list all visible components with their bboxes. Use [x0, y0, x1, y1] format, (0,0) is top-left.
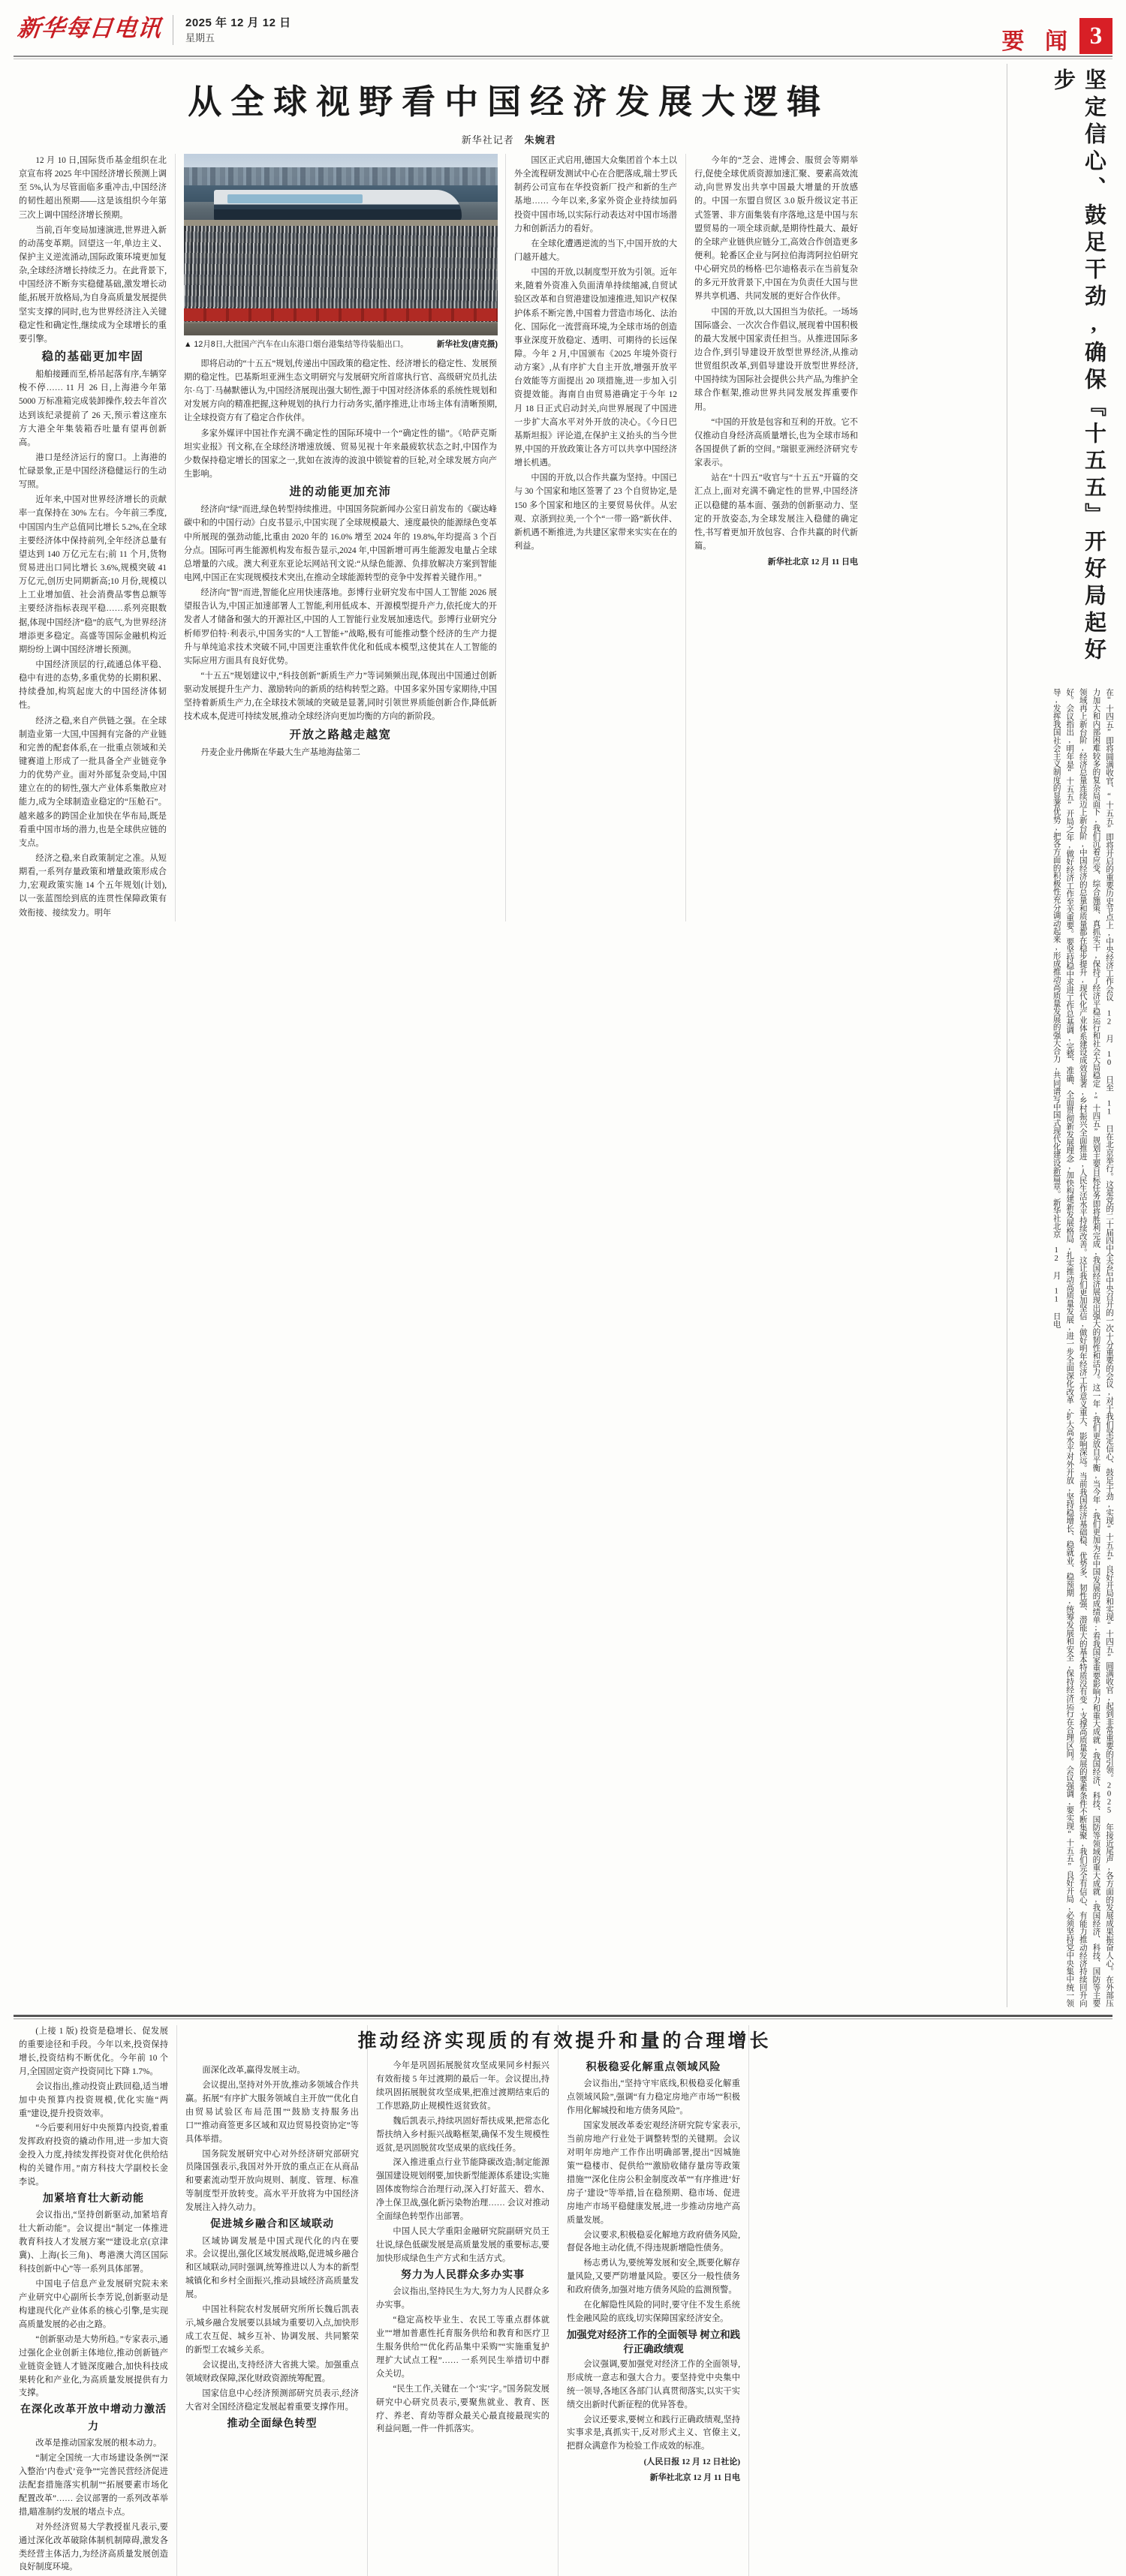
paragraph: 中国的开放,以合作共赢为坚持。中国已与 30 个国家和地区签署了 23 个自贸协定,是 150 多个国家和地区的主要贸易伙伴。从宏观、京浙到拉美,一个个“一带一路”新伙伴、新机遇不断推进,为共建区家带来实实在在的利益。: [514, 473, 677, 551]
paragraph: 国家发展改革委宏观经济研究院专家表示,当前房地产行业处于调整转型的关键期。会议对明年房地产工作作出明确部署,提出“因城施策”“稳楼市、促供给”“激励收储存量房等政策措施”“深化住房公积金制度改革”“有序推进‘好房子’建设”等举措,旨在稳预期、稳市场、促进房地产市场平稳健康发展,进一步推动房地产高质量发展。: [567, 2121, 740, 2225]
paragraph: 近年来,中国对世界经济增长的贡献率一直保持在 30% 左右。今年前三季度,中国国内生产总值同比增长 5.2%,在全球主要经济体中保持前列,全年经济总量有望达到 140 万亿元左右;前 11 个月,货物贸易进出口同比增长 3.6%,规模突破 41 万亿元,创历史同期新高;10 月份,规模以上工业增加值、社会消费品零售总额等主要经济指标表现平稳……系列亮眼数据,体现中国经济“稳”的底气,为世界经济增添更多稳定。高盛等国际金融机构近期纷纷上调中国经济增长预测。: [19, 495, 167, 654]
photo-red-train: [184, 308, 498, 321]
paragraph: 深入推进重点行业节能降碳改造;制定能源强国建设规划纲要,加快新型能源体系建设;实施固体废物综合治理行动,深入打好蓝天、碧水、净土保卫战,强化新污染物治理…… 会议对推动全面绿色转型作出部署。: [376, 2158, 549, 2222]
paragraph: 会议指出,推动投资止跌回稳,适当增加中央预算内投资规模,优化实施“两重”建设,提升投资效率。: [19, 2082, 168, 2118]
lower-subheading-a: 加紧培育壮大新动能: [43, 2193, 144, 2205]
paragraph: 12 月 10 日,国际货币基金组织在北京宣布将 2025 年中国经济增长预测上调至 5%,认为尽管面临多重冲击,中国经济的韧性超出预期——这是该组织今年第三次上调中国经济增长预期。: [19, 156, 167, 220]
lower-footer-credit: (人民日报 12 月 12 日社论): [643, 2457, 740, 2467]
paragraph: 经济向“绿”而进,绿色转型持续推进。中国国务院新闻办公室日前发布的《碳达峰碳中和的中国行动》白皮书显示,中国实现了全球规模最大、速度最快的能源绿色变革中所展现的强劲动能,比重由 2020 年的 16.0% 增至 2024 年的 19.8%,年均提高 3 个百分点。国际可再生能源机构发布报告显示,2024 年,中国新增可再生能源发电量占全球总增量的六成。澳大利亚东亚论坛网站刊文说:“从绿色能源、负排放解决方案到智能电网,中国正在实现规模技术突出,在推动全球能源转型的竞争中发挥着关键作用。”: [184, 505, 497, 582]
subheading-2: 进的动能更加充沛: [289, 485, 392, 499]
paragraph: “稳定高校毕业生、农民工等重点群体就业”“增加普惠性托育服务供给和教育和医疗卫生服务供给”“优化药品集中采购”“实施重复护理扩大试点工程”…… 一系列民生举措切中群众关切。: [376, 2316, 549, 2379]
article-column-4: [686, 154, 866, 921]
paragraph: 会议指出,“坚持创新驱动,加紧培育壮大新动能”。会议提出“制定一体推进教育科技人才发展方案”“建设北京(京津冀)、上海(长三角)、粤港澳大湾区国际科技创新中心”等一系列具体部署。: [19, 2211, 168, 2274]
byline-prefix: 新华社记者: [461, 134, 514, 146]
paragraph: 中国经济顶层的行,疏通总体平稳、稳中有进的态势,多重优势的长期积累、持续叠加,构筑起庞大的中国经济体韧性。: [19, 660, 167, 711]
lower-subheading-f: 积极稳妥化解重点领域风险: [586, 2062, 721, 2073]
paragraph: “创新驱动是大势所趋。”专家表示,通过强化企业创新主体地位,推动创新链产业链资金链人才链深度融合,加快科技成果转化和产业化,为高质量发展提供有力支撑。: [19, 2334, 168, 2398]
paragraph: 经济向“智”而进,智能化应用快速落地。彭博行业研究发布中国人工智能 2026 展望报告认为,中国正加速部署人工智能,利用低成本、开源模型提升产力,依托庞大的开发者人才储备和强大的开源社区,中国的人工智能行业发展加速迭代。彭博行业研究分析师罗伯特·利表示,中国务实的“人工智能+”战略,极有可能推动整个经济的生产力提升与单纯追求技术突破不同,中国更注重软件优化和低成本模型,这使其在人工智能的实际应用方面具有良好优势。: [184, 588, 497, 666]
page-number-badge: 3: [1079, 18, 1112, 54]
subheading-3: 开放之路越走越宽: [289, 728, 392, 741]
publication-date: 2025 年 12 月 12 日: [185, 17, 291, 29]
paragraph: 中国的开放,以制度型开放为引领。近年来,随着外资准入负面清单持续缩减,自贸试验区改革和自贸港建设加速推进,知识产权保护体系不断完善,中国着力营造市场化、法治化、国际化一流营商环境,为全球市场的创造事业深度开放稳定、透明、可期待的长远保障。今年 2 月,中国颁布《2025 年境外资行动方案》,从有序扩大自主开放,增强开放平台效能等方面提出 20 项措施,进一步加入引资提效能。海南自由贸易港确定于今年 12 月 18 日正式启动封关,向世界展现了中国进一步扩大高水平对外开放的决心。《今日巴基斯坦报》评论道,在保护主义抬头的当今世界,中国的开放政策让各方可以共享中国经济增长机遇。: [514, 268, 677, 468]
caption-text: ▲ 12月8日,大批国产汽车在山东港口烟台港集结等待装船出口。: [184, 340, 408, 349]
paragraph: 当前,百年变局加速演进,世界进入新的动荡变革期。回望这一年,单边主义、保护主义逆流涌动,国际政策环境更加复杂,全球经济增长持续乏力。在此背景下,中国经济不断夯实稳健基础,激发增长动能,拓展开放格局,为自身高质量发展提供坚实支撑的同时,也为世界经济注入关键稳定性和确定性,继续成为全球增长的重要引擎。: [19, 225, 167, 344]
paragraph: 会议指出,坚持民生为大,努力为人民群众多办实事。: [376, 2287, 549, 2310]
lower-column-3: [368, 2025, 558, 2576]
paragraph: 会议指出,明年是“十五五”开局之年,做好经济工作至关重要。要坚持稳中求进工作总基调,完整、准确、全面贯彻新发展理念,加快构建新发展格局,扎实推动高质量发展,进一步全面深化改革,扩大高水平对外开放,坚持稳增长、稳就业、稳预期,统筹发展和安全,保持经济运行在合理区间。: [1065, 704, 1074, 1766]
paragraph: 会议要求,积极稳妥化解地方政府债务风险,督促各地主动化债,不得违规新增隐性债务。: [567, 2230, 740, 2253]
article-dateline: 新华社北京 12 月 11 日电: [767, 558, 858, 567]
photo-figure: [184, 154, 498, 357]
paragraph: 2025 年接近尾声,各方面的发展成果振奋人心。在外部压力加大和内部困难较多的复杂局面下,我们沉着应变、综合施策、真抓实干,保持了经济平稳运行和社会大局稳定,“十四五”规划主要目标任务即将胜利完成,我国经济展现出强大的韧性和活力。: [1091, 688, 1113, 2007]
byline-author: 朱婉君: [524, 134, 556, 146]
paragraph: (上接 1 版) 投资是稳增长、促发展的重要途径和手段。今年以来,投资保持增长,投资结构不断优化。今年前 10 个月,全国固定资产投资同比下降 1.7%。: [19, 2027, 168, 2076]
paragraph: 会议强调,要加强党对经济工作的全面领导,形成统一意志和强大合力。要坚持党中央集中统一领导,各地区各部门认真贯彻落实,以实干实绩交出新时代新征程的优异答卷。: [567, 2359, 740, 2409]
paragraph: “十五五”规划建议中,“科技创新”新质生产力”等词频频出现,体现出中国通过创新驱动发展提升生产力、激励转向的新质的结构转型之路。中国多家外国专家期待,中国坚持着新质生产力,在全球技术领域的突破是显著,同时引领世界质能创新合作,降低新技术成本,促进可持续发展,推动全球经济向更加均衡的方向的新阶段。: [184, 671, 497, 722]
paragraph: “今后要利用好中央预算内投资,着重发挥政府投资的撬动作用,进一步加大资金投入力度,持续发挥投资对优化供给结构的关键作用。”南方科技大学副校长金李说。: [19, 2124, 168, 2187]
lower-article: [11, 2025, 1115, 2576]
paragraph: 丹麦企业丹佛斯在华最大生产基地海盐第二: [200, 747, 360, 757]
subheading-1: 稳的基础更加牢固: [41, 350, 144, 363]
paragraph: 这让我们更加坚信,做好明年经济工作意义重大、影响深远。当前我国经济基础稳、优势多、韧性强、潜能大的基本特质没有变,支撑高质量发展的要素条件不断集聚,我们完全有信心、有能力推动经济持续回升向好。: [1065, 688, 1087, 2007]
paragraph: 中国社科院农村发展研究所所长魏后凯表示,城乡融合发展要以县域为重要切入点,加快形成工农互促、城乡互补、协调发展、共同繁荣的新型工农城乡关系。: [185, 2305, 359, 2355]
paragraph: 会议强调,要实现“十五五”良好开局,必须坚持党中央集中统一领导,发挥我国社会主义制度的显著优势,把各方面的积极性充分调动起来,形成推动高质量发展的强大合力,共同谱写中国式现代化建设新篇章。: [1052, 688, 1074, 2008]
right-rail-article: [1007, 64, 1115, 2007]
lower-subheading-d: 推动全面绿色转型: [227, 2418, 318, 2430]
lower-subheading-g: 加强党对经济工作的全面领导 树立和践行正确政绩观: [567, 2328, 740, 2355]
rail-body-text: [1042, 687, 1115, 2007]
masthead-date: [173, 8, 291, 46]
paragraph: 中国电子信息产业发展研究院未来产业研究中心副所长李芳说,创新驱动是构建现代化产业体系的核心引擎,是实现高质量发展的必由之路。: [19, 2280, 168, 2329]
lower-subheading-c: 促进城乡融合和区域联动: [210, 2219, 334, 2231]
caption-credit: 新华社发(唐克摄): [436, 340, 498, 349]
paragraph: 站在“十四五”收官与“十五五”开篇的交汇点上,面对充满不确定性的世界,中国经济正以稳健的基本面、强劲的创新驱动力、坚定的开放姿态,为全球发展注入稳健的确定性,书写着更加开放包容、合作共赢的时代新篇。: [694, 473, 858, 551]
lower-footer-dateline: 新华社北京 12 月 11 日电: [649, 2472, 740, 2482]
paragraph: 多家外媒评中国社作充满不确定性的国际环境中一个“确定性的锚”。《哈萨克斯坦实业报》刊文称,在全球经济增速放缓、贸易见视十年来最疲软状态之时,中国作为少数保持稳定增长的国家之一,犹如在波涛的波浪中锁锭着的巨轮,对全球发展方向产生影响。: [184, 428, 497, 479]
paragraph: 魏后凯表示,持续巩固好帮扶成果,把常态化帮扶纳入乡村振兴战略框架,确保不发生规模性返贫,是巩固脱贫攻坚成果的底线任务。: [376, 2116, 549, 2153]
paragraph: “民生工作,关键在一个‘实’字。”国务院发展研究中心研究员表示,要聚焦就业、教育、医疗、养老、育幼等群众最关心最直接最现实的利益问题,一件一件抓落实。: [376, 2384, 549, 2434]
section-divider: [14, 2015, 1112, 2017]
article-column-3: [506, 154, 686, 921]
paragraph: 即将启动的“十五五”规划,传递出中国政策的稳定性、经济增长的稳定性、发展预期的稳定性。巴基斯坦亚洲生态文明研究与发展研究所首席执行官、高级研究员扎法尔·乌丁·马赫默德认为,中国经济展现出强大韧性,源于中国对经济体系的系统性规划和对发展方向的精准把握,这种规划的执行力行动务实,循序推进,让市场主体有清晰预期,让全球投资方有了稳定合作伙伴。: [184, 359, 497, 423]
paragraph: 会议指出,“坚持守牢底线,积极稳妥化解重点领域风险”,强调“有力稳定房地产市场”“积极作用化解城投和地方债务风险”。: [567, 2079, 740, 2116]
photo-caption: [184, 335, 498, 357]
paragraph: 在化解隐性风险的同时,要守住不发生系统性金融风险的底线,切实保障国家经济安全。: [567, 2301, 740, 2324]
paragraph: 这一年,我们更放自平衡,当今年,我们更加为在中国发展的成绩单;看我国家重要影响力和重大成就,我国经济、科技、国防等领域的重大成就,我国经济、科技、国防等主要领域再上新台阶,经济总量连续迈上新台阶,中国经济的总量和质量都在稳步提升,现代化产业体系建设成效显著,乡村振兴全面推进,人民生活水平持续改善。: [1078, 688, 1100, 2007]
port-cars-photo: [184, 154, 498, 335]
lower-subheading-b: 在深化改革开放中增动力激活力: [20, 2404, 167, 2433]
section-divider-thin: [14, 2018, 1112, 2019]
article-column-2: [176, 154, 506, 921]
publication-weekday: 星期五: [185, 32, 215, 44]
section-title: 要 闻: [1001, 29, 1075, 54]
paragraph: 在全球化遭遇逆流的当下,中国开放的大门越开越大。: [514, 239, 677, 262]
article-column-1: [11, 154, 176, 921]
paragraph: 区域协调发展是中国式现代化的内在要求。会议提出,强化区域发展战略,促进城乡融合和区域联动,同时强调,统筹推进以人为本的新型城镇化和乡村全面振兴,推动县域经济高质量发展。: [185, 2236, 359, 2300]
top-article-columns: [11, 154, 1007, 921]
paragraph: 会议提出,支持经济大省挑大梁。加强重点领域财政保障,深化财政资源统筹配置。: [185, 2360, 359, 2383]
paragraph: 经济之稳,来自政策制定之准。从短期看,一系列存量政策和增量政策形成合力,宏观政策实施 14 个五年规划(计划),以一张蓝图绘到底的连贯性保障政策有效衔接、接续发力。明年: [19, 854, 167, 918]
main-zone: [11, 64, 1007, 2007]
paragraph: 改革是推动国家发展的根本动力。: [35, 2439, 162, 2448]
paragraph: 中国的开放,以大国担当为依托。一场场国际盛会、一次次合作倡议,展现着中国积极的最大发展中国家责任担当。从推进国际多边合作,到引导建设开放型世界经济,从推动世贸组织改革,到倡导建设开放型世界经济,中国持续为国际社会提供公共产品,为维护全球合作框架,推动世界共同发展发挥重要作用。: [694, 307, 858, 412]
rail-vertical-headline: 坚定信心、鼓足干劲,确保『十五五』开好局起好步: [1051, 68, 1106, 665]
masthead-rule: [14, 56, 1112, 57]
page-body: [11, 64, 1115, 2007]
paragraph: 港口是经济运行的窗口。上海港的忙碌景象,正是中国经济稳健运行的生动写照。: [19, 452, 167, 490]
photo-car-lot: [184, 226, 498, 322]
photo-ship: [214, 190, 462, 221]
paragraph: 中国人民大学重阳金融研究院副研究员王壮说,绿色低碳发展是高质量发展的重要标志,要加快形成绿色生产方式和生活方式。: [376, 2227, 549, 2263]
photo-skyline: [184, 167, 498, 187]
lower-column-4: [558, 2025, 749, 2576]
paragraph: “制定全国统一大市场建设条例”“深入整治‘内卷式’竞争”“完善民营经济促进法配套措施落实机制”“拓展要素市场化配置改革”…… 会议部署的一系列改革举措,瞄准制约发展的堵点卡点。: [19, 2454, 168, 2517]
paragraph: 国务院发展研究中心对外经济研究部研究员隆国强表示,我国对外开放的重点正在从商品和要素流动型开放向规则、制度、管理、标准等制度型开放转变。高水平开放将为中国经济发展注入持久动力。: [185, 2149, 359, 2213]
paragraph: 船舶接踵而至,桥吊起落有序,车辆穿梭不停…… 11 月 26 日,上海港今年第 5000 万标准箱完成装卸操作,较去年首次达到该纪录提前了 26 天,预示着这座东方大港全年集装箱吞吐量有望再创新高。: [19, 370, 167, 447]
lower-subheading-e: 努力为人民群众多办实事: [401, 2269, 525, 2281]
lower-column-1: [11, 2025, 177, 2576]
page-title: 从全球视野看中国经济发展大逻辑: [188, 83, 830, 121]
paragraph: 会议提出,坚持对外开放,推动多领域合作共赢。拓展“有序扩大服务领域自主开放”“优化自由贸易试验区布局范围”“鼓励支持服务出口”“推动商签更多区域和双边贸易投资协定”等具体举措。: [185, 2080, 359, 2144]
paragraph: 面深化改革,赢得发展主动。: [202, 2066, 306, 2075]
lower-article-headline: 推动经济实现质的有效提升和量的合理增长: [357, 2031, 772, 2051]
masthead: [11, 0, 1115, 54]
paragraph: 国区正式启用,德国大众集团首个本土以外全流程研发测试中心在合肥落成,瑞士罗氏制药公司宣布在华投资新厂投产和新的生产基地…… 今年以来,多家外资企业持续加码投资中国市场,以实际行动表达对中国市场潜力和创新活力的看好。: [514, 156, 677, 233]
paragraph: 在“十四五”即将圆满收官、“十五五”即将开启的重要历史节点上,中央经济工作会议 12 月 10 日至 11 日在北京举行。这是党的二十届四中全会后中央召开的一次十分重要的会议,对于我们坚定信心、鼓足干劲,实现“十五五”良好开局和实现“十四五”圆满收官,起到非常重要的引领。: [1105, 688, 1113, 1782]
paragraph: 今年是巩固拓展脱贫攻坚成果同乡村振兴有效衔接 5 年过渡期的最后一年。会议提出,持续巩固拓展脱贫攻坚成果,把准过渡期结束后的工作思路,防止规模性返贫致贫。: [376, 2061, 549, 2111]
photo-rail-track: [184, 323, 498, 335]
byline: [11, 126, 1007, 154]
paragraph: 对外经济贸易大学教授崔凡表示,要通过深化改革破除体制机制障碍,激发各类经营主体活力,为经济高质量发展创造良好制度环境。: [19, 2522, 168, 2572]
rail-dateline: 新华社北京 12 月 11 日电: [1052, 1198, 1061, 1328]
paragraph: 杨志勇认为,要统筹发展和安全,既要化解存量风险,又要严防增量风险。要区分一般性债务和政府债务,加强对地方债务风险的监测预警。: [567, 2259, 740, 2295]
paragraph: 会议还要求,要树立和践行正确政绩观,坚持实事求是,真抓实干,反对形式主义、官僚主义,把群众满意作为检验工作成效的标准。: [567, 2415, 740, 2451]
paragraph: 经济之稳,来自产供链之强。在全球制造业第一大国,中国拥有完备的产业链和完善的配套体系,在一批重点领域和关键赛道上形成了一批具备全产业链竞争力的优势产业。面对外部复杂变局,中国建立在的的韧性,强大产业体系集散应对能力,成为全球制造业稳定的“压舱石”。越来越多的跨国企业加快在华布局,既是看重中国市场的潜力,也是全球供应链的支点。: [19, 716, 167, 848]
paragraph: 国家信息中心经济预测部研究员表示,经济大省对全国经济稳定发展起着重要支撑作用。: [185, 2388, 359, 2412]
paragraph: 今年的“芝会、进博会、服贸会等期举行,促使全球优质资源加速汇聚、要素高效流动,向世界发出共享中国最大增量的开放感的。中国一东盟自贸区 3.0 版升级议定书正式签署、非方面集装有序落地,这是中国与东盟贸易的一项全球贡献,是期待性最大、最好的全球产业链供应链分工,高效合作创造更多便利。轮番区企业与阿拉伯海湾阿拉伯研究中心研究员的杨格·巴尔迪格表示在当前复杂的多元开放背景下,中国在为负责任大国与世界共享机遇、共同发展的更好合作伙伴。: [694, 156, 858, 302]
paragraph: “中国的开放是包容和互利的开放。它不仅推动自身经济高质量增长,也为全球市场和各国提供了新的空间。”瑞银亚洲经济研究专家表示。: [694, 417, 858, 468]
newspaper-logo: 新华每日电讯: [16, 15, 164, 41]
